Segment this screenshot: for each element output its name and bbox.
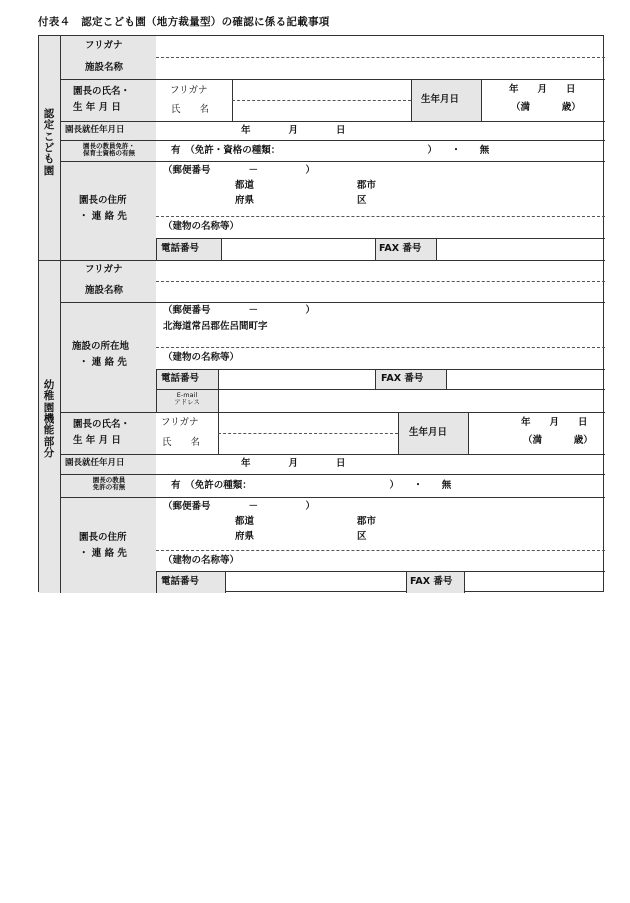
s1-facility-furigana-input[interactable] [157, 37, 604, 56]
s2-fax-input[interactable] [447, 370, 604, 388]
s2-director-name-label: 園長の氏名・ [73, 419, 131, 430]
s2-facility-furigana-input[interactable] [157, 261, 604, 280]
s1-birth-label: 生年月日 [421, 94, 460, 105]
s2-fax-label: FAX 番号 [381, 373, 424, 384]
s2-building-label-2: （建物の名称等） [163, 555, 240, 566]
s1-address-label-2: ・ 連 絡 先 [79, 211, 127, 222]
s1-vertical-label: 認 定 こ ど も 園 [43, 108, 55, 177]
s2-todofuken-2: 府県 [235, 531, 255, 542]
row-line [156, 550, 605, 551]
row-line [156, 347, 605, 348]
s2-facility-name-label: 施設名称 [85, 285, 124, 296]
s2-fax2-input[interactable] [465, 572, 604, 592]
s2-tel2-label: 電話番号 [161, 576, 200, 587]
s2-license-label: 園長の教員 免許の有無 [92, 476, 126, 492]
s1-gunshi-1: 郡市 [357, 180, 377, 191]
s2-address: 北海道常呂郡佐呂間町字 [163, 321, 268, 332]
s1-todofuken-2: 府県 [235, 195, 255, 206]
s1-tenure-date: 年 月 日 [241, 125, 346, 136]
s2-gunshi-1: 郡市 [357, 516, 377, 527]
row-line [156, 216, 605, 217]
s1-director-birth-label: 生 年 月 日 [73, 102, 121, 113]
s1-director-name-label: 園長の氏名・ [73, 86, 131, 97]
s1-address-label-1: 園長の住所 [79, 195, 127, 206]
s2-email-input[interactable] [219, 390, 604, 411]
s1-furigana-small: フリガナ [170, 85, 208, 96]
s2-postal-code-2: （郵便番号 － ） [163, 501, 316, 512]
s2-director-birth-label: 生 年 月 日 [73, 435, 121, 446]
s2-director-furigana-input[interactable] [219, 413, 397, 432]
row-line [60, 302, 605, 303]
col-line [481, 79, 482, 121]
s1-todofuken-1: 都道 [235, 180, 255, 191]
s2-shimei-label: 氏 名 [162, 437, 201, 448]
s2-location-label-2: ・ 連 絡 先 [79, 357, 127, 368]
s2-license-text: 有 （免許の種類： ） ・ 無 [171, 480, 452, 491]
s1-fax-input[interactable] [437, 239, 604, 259]
s2-tenure-label: 園長就任年月日 [65, 458, 125, 468]
s2-building-label: （建物の名称等） [163, 352, 240, 363]
s2-gunshi-2: 区 [357, 531, 367, 542]
s1-director-name-input[interactable] [233, 101, 410, 120]
s1-tel-label: 電話番号 [161, 243, 200, 254]
s1-facility-name-input[interactable] [157, 58, 604, 78]
s2-furigana-small: フリガナ [161, 417, 199, 428]
s2-tel-input[interactable] [219, 370, 374, 388]
s1-fax-label: FAX 番号 [379, 243, 422, 254]
s2-postal-code: （郵便番号 － ） [163, 305, 316, 316]
row-line [60, 474, 605, 475]
s2-age: （満 歳） [523, 435, 593, 446]
s2-tel-label: 電話番号 [161, 373, 200, 384]
s2-birth-label: 生年月日 [409, 427, 448, 438]
s2-tel2-input[interactable] [226, 572, 405, 592]
row-line [60, 161, 605, 162]
s1-facility-name-label: 施設名称 [85, 62, 124, 73]
s2-location-label-1: 施設の所在地 [72, 341, 130, 352]
s2-email-label: E-mail アドレス [174, 391, 200, 407]
s1-shimei-label: 氏 名 [171, 104, 210, 115]
s1-license-text: 有 （免許・資格の種類： ） ・ 無 [171, 145, 490, 156]
s1-director-furigana-input[interactable] [233, 80, 410, 99]
form-table [38, 35, 604, 592]
s1-tel-input[interactable] [222, 239, 374, 259]
s1-building-label: （建物の名称等） [163, 221, 240, 232]
s1-tenure-label: 園長就任年月日 [65, 125, 125, 135]
s1-age: （満 歳） [511, 102, 581, 113]
s2-tenure-date: 年 月 日 [241, 458, 346, 469]
s2-address-label-1: 園長の住所 [79, 532, 127, 543]
s1-furigana-label: フリガナ [85, 40, 123, 51]
s2-todofuken-1: 都道 [235, 516, 255, 527]
row-line [60, 454, 605, 455]
row-line [60, 140, 605, 141]
s1-postal-code: （郵便番号 － ） [163, 165, 316, 176]
s2-address-label-2: ・ 連 絡 先 [79, 548, 127, 559]
s2-director-name-input[interactable] [219, 434, 397, 453]
col-line [468, 412, 469, 454]
s2-fax2-label: FAX 番号 [410, 576, 453, 587]
s1-license-label: 園長の教員免許・ 保育士資格の有無 [83, 142, 135, 158]
s2-facility-name-input[interactable] [157, 282, 604, 301]
row-line [60, 497, 605, 498]
s1-birth-date: 年 月 日 [509, 84, 576, 95]
s1-gunshi-2: 区 [357, 195, 367, 206]
s2-furigana-label: フリガナ [85, 264, 123, 275]
s2-vertical-label: 幼 稚 園 機 能 部 分 [43, 379, 55, 459]
page-title: 付表４ 認定こども園（地方裁量型）の確認に係る記載事項 [38, 16, 330, 28]
row-line [60, 121, 605, 122]
s2-birth-date: 年 月 日 [521, 417, 588, 428]
